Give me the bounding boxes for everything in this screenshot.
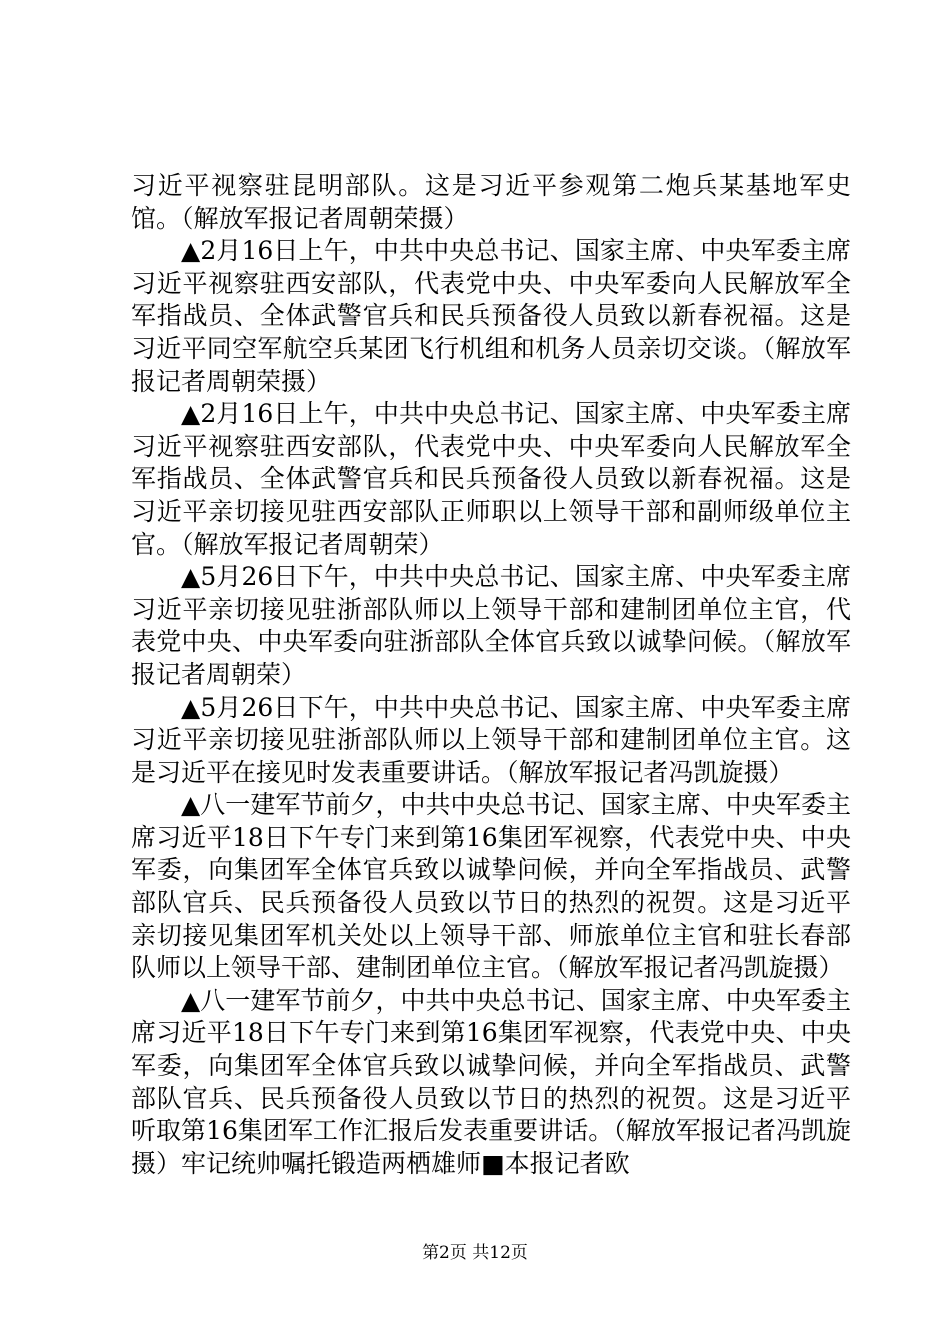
- paragraph-4: ▲5月26日下午，中共中央总书记、国家主席、中央军委主席习近平亲切接见驻浙部队师以上领导干部和建制团单位主官，代表党中央、中央军委向驻浙部队全体官兵致以诚挚问候。（解放军报记者周朝荣）: [131, 562, 851, 689]
- document-body: [131, 170, 851, 1180]
- paragraph-1: 习近平视察驻昆明部队。这是习近平参观第二炮兵某基地军史馆。（解放军报记者周朝荣摄）: [131, 171, 851, 233]
- paragraph-2: ▲2月16日上午，中共中央总书记、国家主席、中央军委主席习近平视察驻西安部队，代表党中央、中央军委向人民解放军全军指战员、全体武警官兵和民兵预备役人员致以新春祝福。这是习近平同空军航空兵某团飞行机组和机务人员亲切交谈。（解放军报记者周朝荣摄）: [131, 236, 851, 396]
- paragraph-3: ▲2月16日上午，中共中央总书记、国家主席、中央军委主席习近平视察驻西安部队，代表党中央、中央军委向人民解放军全军指战员、全体武警官兵和民兵预备役人员致以新春祝福。这是习近平亲切接见驻西安部队正师职以上领导干部和副师级单位主官。（解放军报记者周朝荣）: [131, 399, 851, 559]
- paragraph-7: ▲八一建军节前夕，中共中央总书记、国家主席、中央军委主席习近平18日下午专门来到第16集团军视察，代表党中央、中央军委，向集团军全体官兵致以诚挚问候，并向全军指战员、武警部队官兵、民兵预备役人员致以节日的热烈的祝贺。这是习近平听取第16集团军工作汇报后发表重要讲话。（解放军报记者冯凯旋摄）牢记统帅嘱托锻造两栖雄师■本报记者欧: [131, 985, 851, 1178]
- page-footer: [0, 1243, 950, 1263]
- page-number: 第2页 共12页: [422, 1243, 528, 1263]
- paragraph-6: ▲八一建军节前夕，中共中央总书记、国家主席、中央军委主席习近平18日下午专门来到第16集团军视察，代表党中央、中央军委，向集团军全体官兵致以诚挚问候，并向全军指战员、武警部队官兵、民兵预备役人员致以节日的热烈的祝贺。这是习近平亲切接见集团军机关处以上领导干部、师旅单位主官和驻长春部队师以上领导干部、建制团单位主官。（解放军报记者冯凯旋摄）: [131, 790, 851, 983]
- paragraph-5: ▲5月26日下午，中共中央总书记、国家主席、中央军委主席习近平亲切接见驻浙部队师以上领导干部和建制团单位主官。这是习近平在接见时发表重要讲话。（解放军报记者冯凯旋摄）: [131, 692, 851, 787]
